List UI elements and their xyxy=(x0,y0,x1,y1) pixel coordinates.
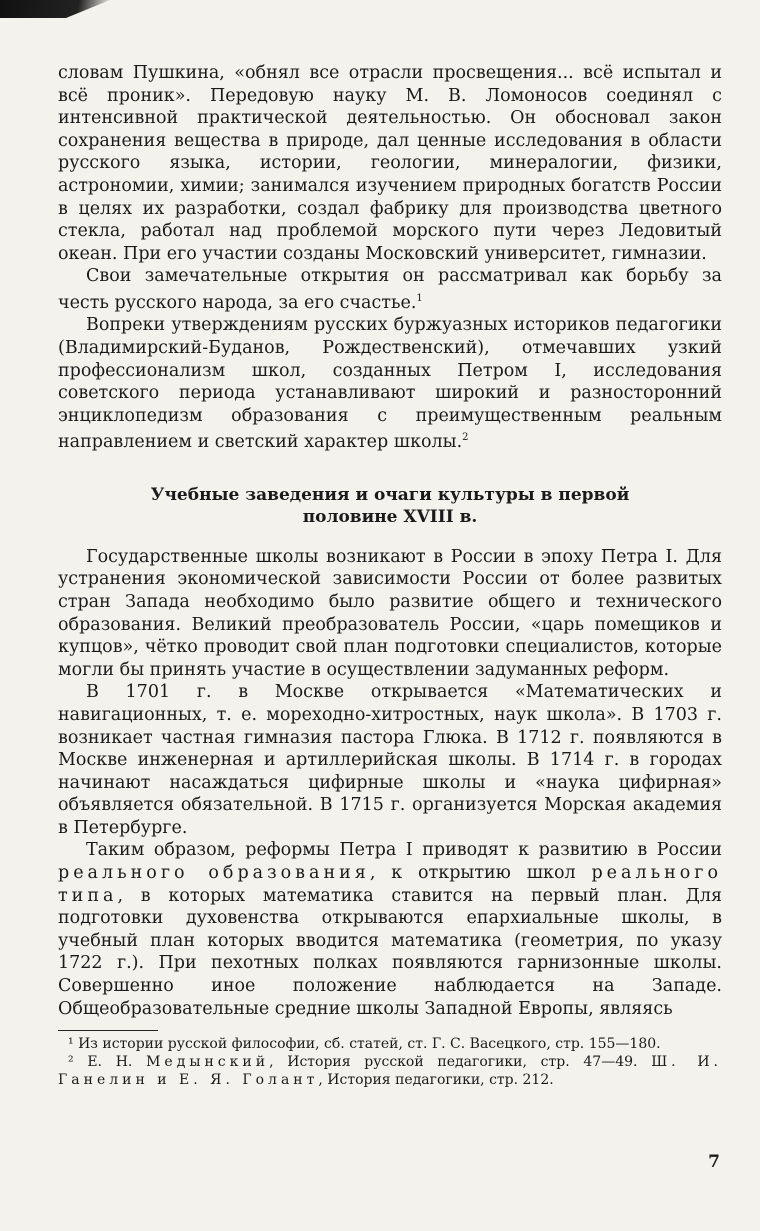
paragraph-state-schools: Государственные школы возникают в России в эпоху Петра I. Для устранения экономической зависимости России от более развитых стран Запада необходимо было развитие общего и технического образования. Великий преобразователь России, «царь помещиков и купцов», чётко проводит свой план подготовки специалистов, которые могли бы принять участие в осуществлении задуманных реформ. xyxy=(58,546,722,680)
footnote-author-2: Ш. И. Ганелин и Е. Я. Голант xyxy=(58,1054,722,1089)
scan-edge-mark xyxy=(0,0,110,18)
footnote-ref-1[interactable]: 1 xyxy=(416,292,423,304)
paragraph-reforms: Таким образом, реформы Петра I приводят к развитию в России реального образования, к открытию школ реального типа, в которых математика ставится на первый план. Для подготовки духовенства открываются епархиальные школы, в учебный план которых вводится математика (геометрия, по указу 1722 г.). При пехотных полках появляются гарнизонные школы. Совершенно иное положение наблюдается на Западе. Общеобразовательные средние школы Западной Европы, являясь xyxy=(58,840,723,1019)
page-number: 7 xyxy=(708,1152,720,1172)
footnote-1: ¹ Из истории русской философии, сб. статей, ст. Г. С. Васецкого, стр. 155—180. xyxy=(68,1036,661,1053)
footnote-ref-2[interactable]: 2 xyxy=(462,432,469,444)
spaced-emphasis-1: реального образования xyxy=(58,863,370,884)
footnote-2: ² Е. Н. Медынский, История русской педагогики, стр. 47—49. Ш. И. Ганелин и Е. Я. Голант, История педагогики, стр. 212. xyxy=(58,1054,722,1089)
section-heading-line1: Учебные заведения и очаги культуры в первой xyxy=(150,484,630,505)
paragraph-discoveries: Свои замечательные открытия он рассматривал как борьбу за честь русского народа, за его счастье.$^1$ xyxy=(58,266,722,313)
book-page xyxy=(58,62,722,1089)
paragraph-historians: Вопреки утверждениям русских буржуазных историков педагогики (Владимирский-Буданов, Рождественский), отмечавших узкий профессионализм школ, созданных Петром I, исследования советского периода устанавливают широкий и разносторонний энциклопедизм образования с преимущественным реальным направлением и светский характер школы.$^2$ xyxy=(58,315,722,453)
paragraph-1701: В 1701 г. в Москве открывается «Математических и навигационных, т. е. мореходно-хитростных, наук школа». В 1703 г. возникает частная гимназия пастора Глюка. В 1712 г. появляются в Москве инженерная и артиллерийская школы. В 1714 г. в городах начинают насаждаться цифирные школы и «наука цифирная» объявляется обязательной. В 1715 г. организуется Морская академия в Петербурге. xyxy=(58,682,722,838)
footnote-divider xyxy=(58,1030,158,1031)
section-heading-line2: половине XVIII в. xyxy=(302,506,478,527)
spaced-emphasis-2: реального типа xyxy=(58,863,723,906)
section-heading xyxy=(58,484,722,528)
footnote-author-1: Медынский xyxy=(146,1054,270,1071)
paragraph-lomonosov: словам Пушкина, «обнял все отрасли просвещения... всё испытал и всё проник». Передовую науку М. В. Ломоносов соединял с интенсивной практической деятельностью. Он обосновал закон сохранения вещества в природе, дал ценные исследования в области русского языка, истории, геологии, минералогии, физики, астрономии, химии; занимался изучением природных богатств России в целях их разработки, создал фабрику для производства цветного стекла, работал над проблемой морского пути через Ледовитый океан. При его участии созданы Московский университет, гимназии. xyxy=(58,63,722,264)
